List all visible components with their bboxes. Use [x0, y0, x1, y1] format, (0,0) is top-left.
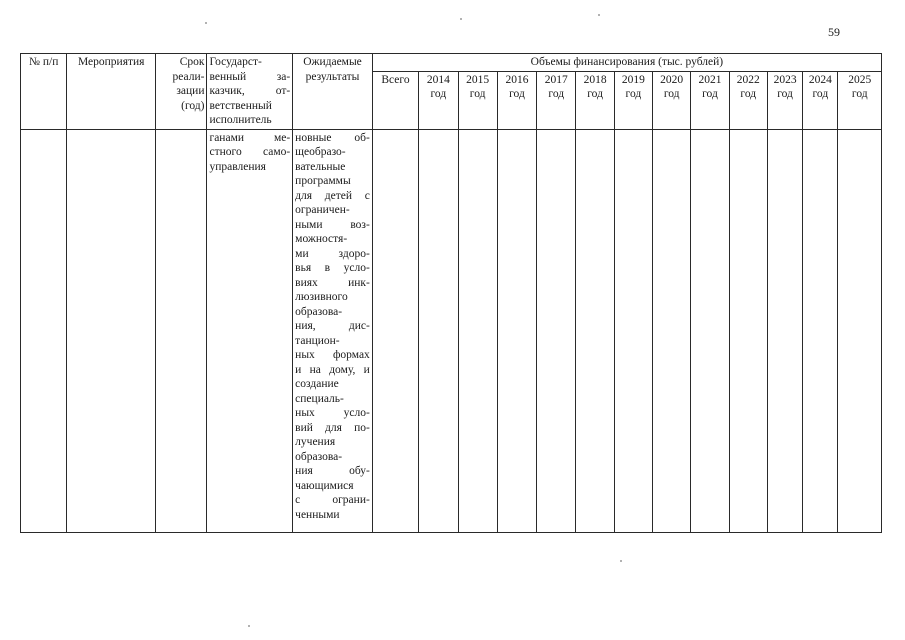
results-line: танцион- — [295, 334, 340, 347]
header-customer-line: исполнитель — [209, 114, 272, 126]
year-suffix: год — [812, 88, 829, 101]
cell-customer — [207, 129, 293, 532]
year-label: 2025 — [848, 73, 872, 86]
results-line: ния обу- — [295, 465, 370, 477]
header-year — [537, 71, 576, 129]
year-label: 2024 — [808, 73, 832, 86]
year-suffix: год — [625, 88, 642, 101]
cell-term — [156, 129, 207, 532]
header-year — [653, 71, 691, 129]
cell-num — [21, 129, 67, 532]
results-line: ных усло- — [295, 407, 370, 419]
results-line: вья в усло- — [295, 262, 370, 274]
customer-line: управления — [209, 160, 266, 173]
header-customer — [207, 54, 293, 130]
results-line: новные об- — [295, 131, 370, 144]
header-year — [838, 71, 882, 129]
results-line: можностя- — [295, 233, 348, 245]
cell-year — [803, 129, 838, 532]
results-line: вий для по- — [295, 421, 370, 434]
scan-speck — [598, 14, 600, 16]
year-label: 2016 — [505, 73, 529, 86]
scan-speck — [205, 22, 207, 24]
header-term-line: реали- — [172, 70, 205, 83]
header-year — [803, 71, 838, 129]
header-term — [156, 54, 207, 130]
year-suffix: год — [430, 88, 447, 101]
cell-year — [576, 129, 614, 532]
header-financing: Объемы финансирования (тыс. рублей) — [372, 54, 881, 72]
results-line: ми здоро- — [295, 247, 370, 260]
header-customer-line: ветственный — [209, 99, 272, 112]
year-label: 2022 — [736, 73, 760, 86]
year-suffix: год — [777, 88, 793, 101]
results-line: программы — [295, 175, 351, 187]
year-suffix: год — [663, 88, 680, 101]
results-line: и на дому, и — [295, 363, 370, 376]
scan-speck — [460, 18, 462, 20]
cell-year — [614, 129, 652, 532]
customer-line: ганами ме- — [209, 131, 291, 144]
year-label: 2023 — [773, 73, 797, 86]
year-suffix: год — [702, 88, 718, 101]
cell-year — [838, 129, 882, 532]
results-line: щеобразо- — [295, 146, 346, 158]
year-suffix: год — [587, 88, 603, 101]
header-year — [497, 71, 536, 129]
financing-table — [20, 53, 882, 533]
results-line: создание — [295, 378, 339, 390]
year-suffix: год — [469, 88, 486, 101]
cell-year — [653, 129, 691, 532]
header-term-line: (год) — [181, 99, 205, 112]
results-line: ных формах — [295, 349, 370, 361]
results-line: ченными — [295, 508, 340, 521]
results-line: вательные — [295, 160, 346, 173]
header-customer-line: казчик, от- — [209, 85, 291, 97]
results-line: образова- — [295, 450, 343, 463]
header-customer-line: Государст- — [209, 56, 262, 68]
header-year — [614, 71, 652, 129]
year-label: 2018 — [583, 73, 607, 86]
header-customer-line: венный за- — [209, 70, 291, 83]
header-num: № п/п — [21, 54, 67, 130]
scan-speck — [248, 625, 250, 627]
header-year — [729, 71, 767, 129]
results-line: ными воз- — [295, 218, 370, 231]
header-year — [576, 71, 614, 129]
results-line: чающимися — [295, 479, 354, 492]
results-line: люзивного — [295, 291, 348, 303]
cell-year — [691, 129, 729, 532]
year-suffix: год — [548, 88, 565, 101]
year-suffix: год — [740, 88, 757, 101]
year-suffix: год — [509, 88, 525, 101]
year-suffix: год — [851, 88, 868, 101]
page-number: 59 — [828, 25, 840, 39]
cell-year — [767, 129, 802, 532]
cell-total — [372, 129, 418, 532]
cell-year — [497, 129, 536, 532]
header-term-line: Срок — [179, 56, 205, 68]
cell-events — [67, 129, 156, 532]
year-label: 2020 — [660, 73, 684, 86]
cell-year — [729, 129, 767, 532]
results-line: ограничен- — [295, 204, 350, 216]
header-year — [691, 71, 729, 129]
year-label: 2017 — [544, 73, 568, 86]
header-year — [458, 71, 497, 129]
results-line: образова- — [295, 305, 343, 318]
scan-speck — [620, 560, 622, 562]
header-events: Мероприятия — [67, 54, 156, 130]
cell-year — [537, 129, 576, 532]
header-term-line: зации — [176, 85, 205, 97]
cell-results — [293, 129, 373, 532]
customer-line: стного само- — [209, 146, 291, 158]
results-line: с ограни- — [295, 494, 370, 506]
header-year — [419, 71, 458, 129]
results-line: виях инк- — [295, 276, 370, 289]
year-label: 2019 — [621, 73, 645, 86]
header-year — [767, 71, 802, 129]
cell-year — [419, 129, 458, 532]
year-label: 2015 — [466, 73, 490, 86]
results-line: для детей с — [295, 189, 370, 202]
results-line: лучения — [295, 436, 336, 448]
header-total: Всего — [372, 71, 418, 129]
table-row — [21, 129, 882, 532]
year-label: 2021 — [698, 73, 722, 86]
header-row-1 — [21, 54, 882, 72]
results-line: ния, дис- — [295, 320, 370, 332]
header-results: Ожидаемые результаты — [293, 54, 373, 130]
cell-year — [458, 129, 497, 532]
results-line: специаль- — [295, 392, 344, 405]
year-label: 2014 — [426, 73, 450, 86]
